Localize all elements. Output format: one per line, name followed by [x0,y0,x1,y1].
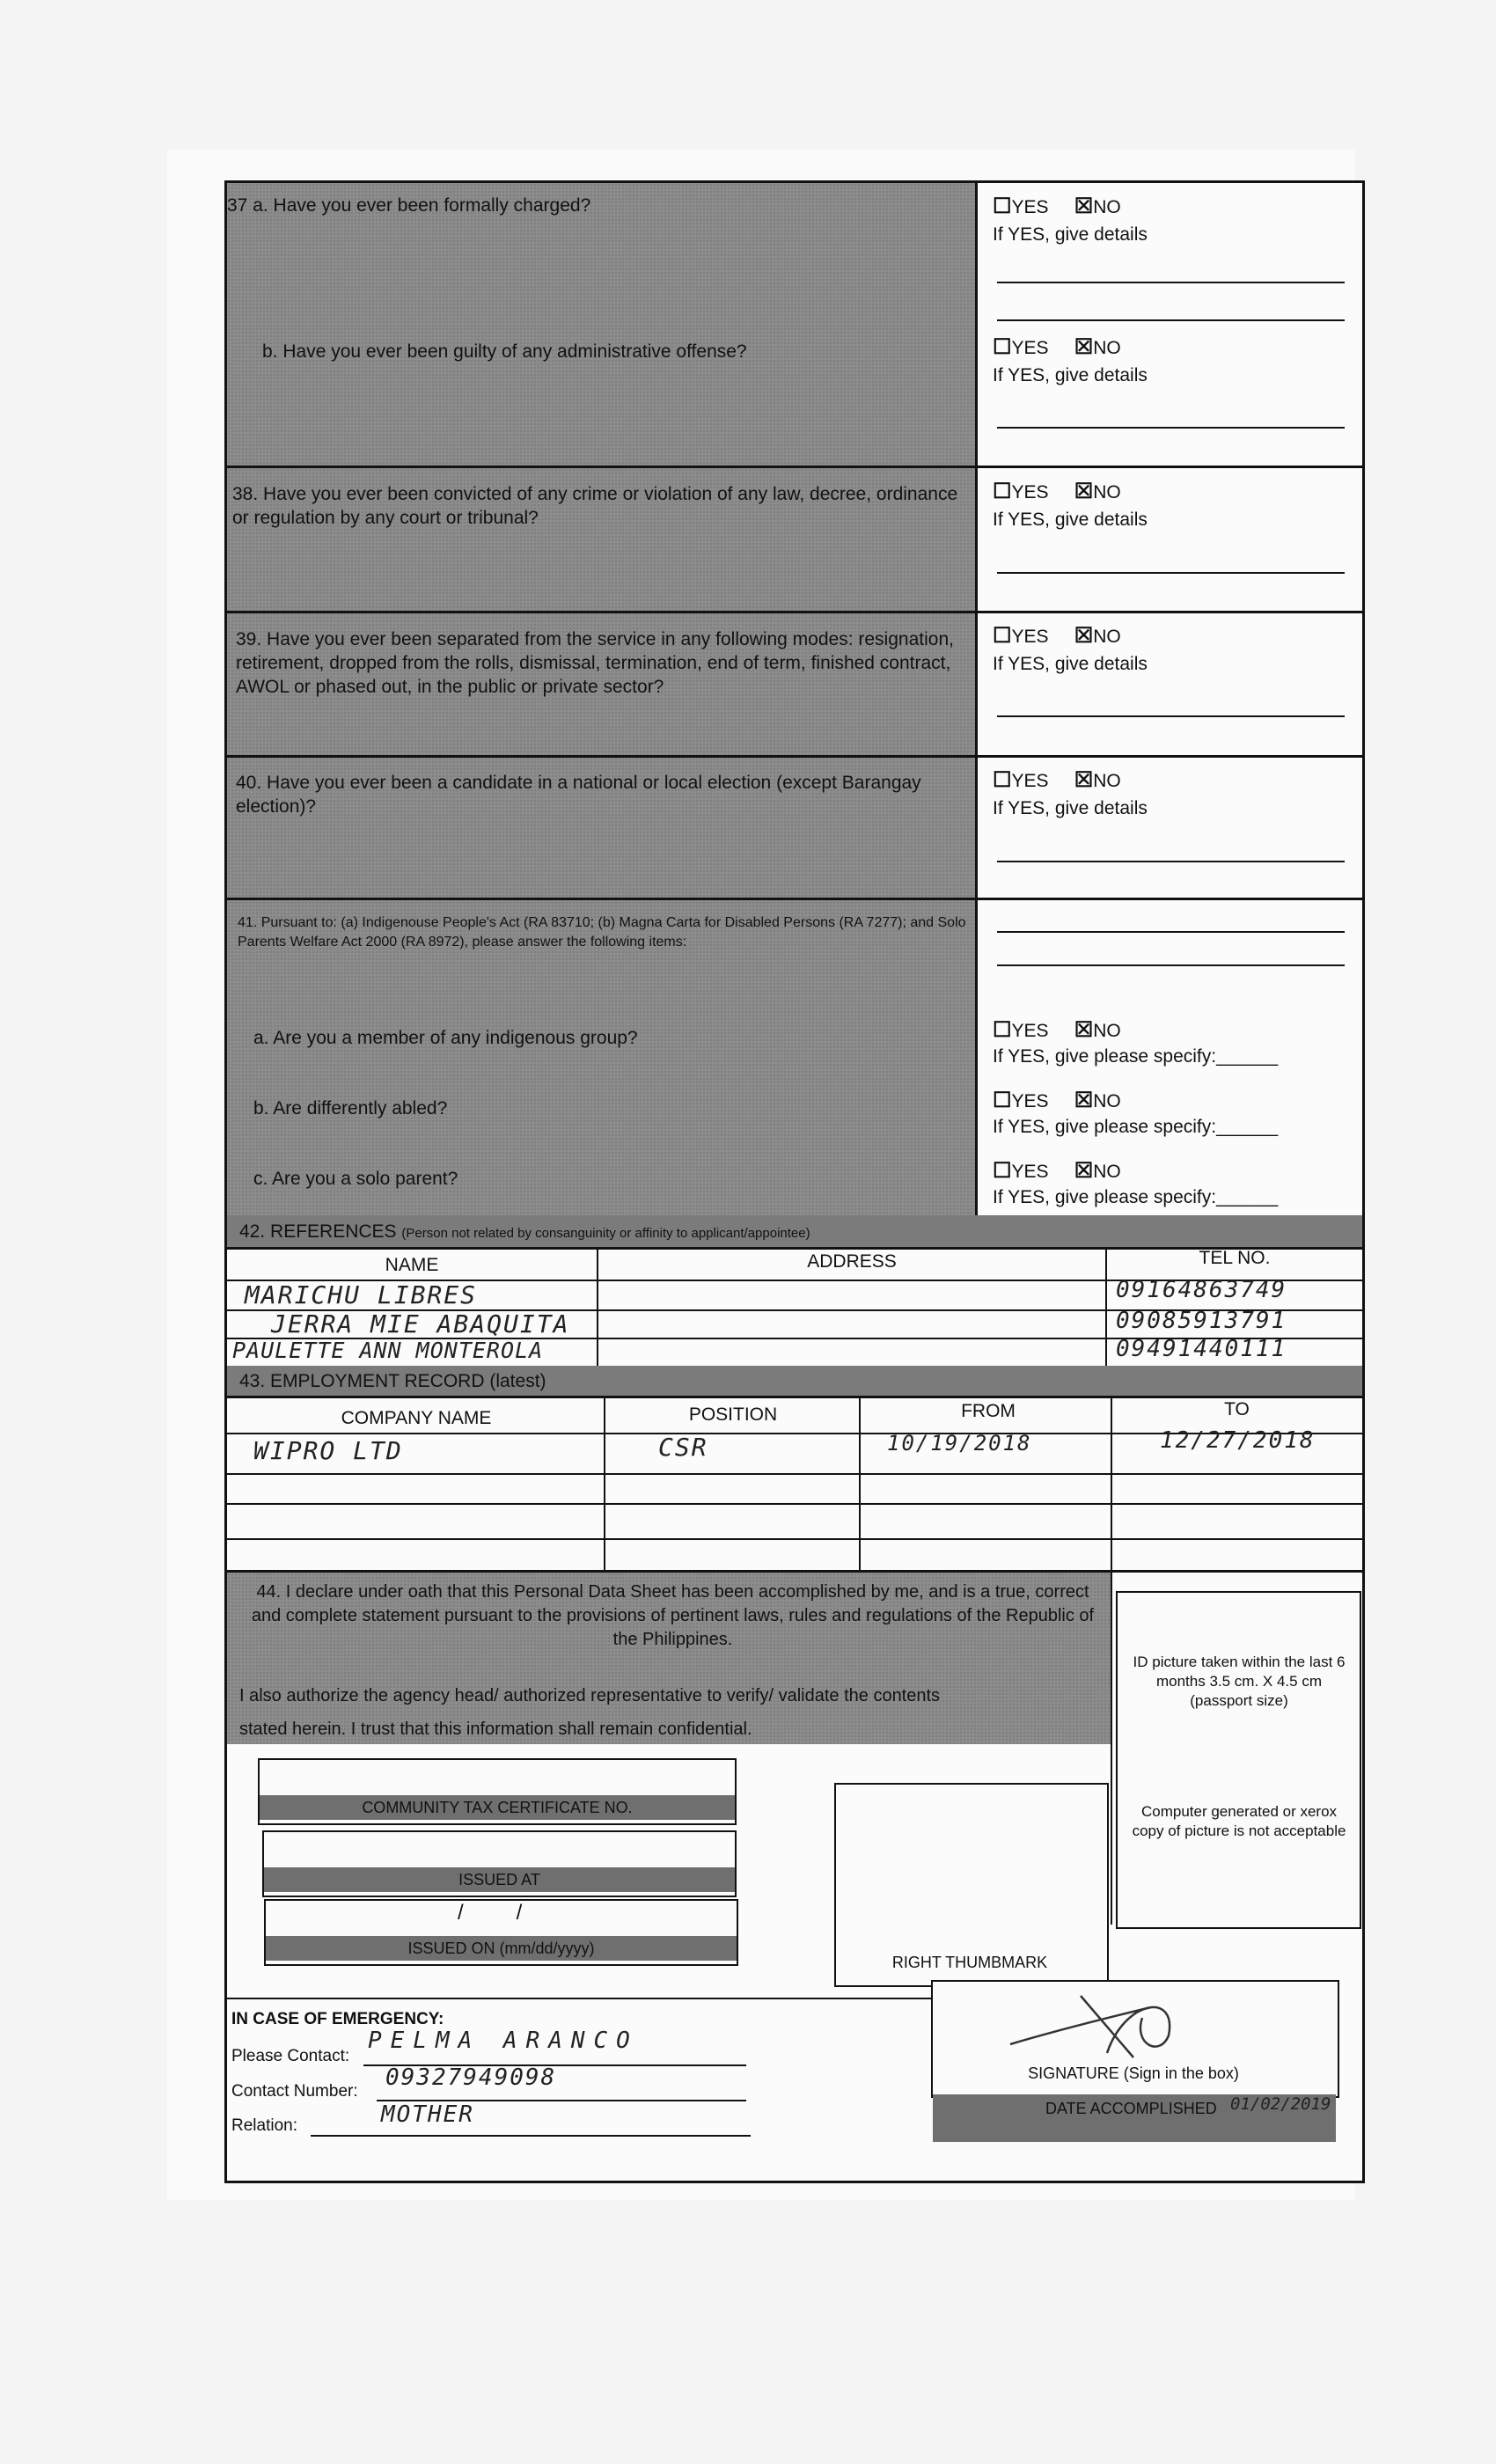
q37a-if-yes: If YES, give details [993,224,1148,245]
reference-row-1-name: MARICHU LIBRES [245,1280,478,1309]
issued-on-label: ISSUED ON (mm/dd/yyyy) [266,1936,737,1961]
emergency-contact-value: PELMA ARANCO [368,2028,639,2054]
q41a-answer: ☐YES ☒NO If YES, give please specify:______ [993,1017,1353,1067]
id-picture-note: Computer generated or xerox copy of picture is not acceptable [1132,1803,1346,1839]
q41a-no-checkbox[interactable]: ☒ [1074,1018,1094,1042]
references-header-tel: TEL NO. [1199,1248,1271,1268]
q38-answer: ☐YES ☒NO If YES, give details [993,479,1345,531]
reference-row-3-name: PAULETTE ANN MONTEROLA [232,1338,544,1363]
reference-row-2-name: JERRA MIE ABAQUITA [271,1309,570,1338]
q41b-yes-checkbox[interactable]: ☐ [993,1089,1012,1112]
q37a-answer: ☐YES ☒NO If YES, give details [993,194,1345,246]
q41a-yes-checkbox[interactable]: ☐ [993,1018,1012,1042]
signature-label: SIGNATURE (Sign in the box) [1028,2064,1239,2082]
q40-yes-checkbox[interactable]: ☐ [993,768,1012,792]
issued-at-label: ISSUED AT [264,1867,735,1892]
q41c-specify: If YES, give please specify:______ [993,1187,1279,1207]
q37a-no-checkbox[interactable]: ☒ [1074,194,1094,218]
employment-row-1-to: 12/27/2018 [1160,1427,1316,1454]
q41c-answer: ☐YES ☒NO If YES, give please specify:______ [993,1158,1353,1208]
q38-text: 38. Have you ever been convicted of any crime or violation of any law, decree, ordinance or regulation by any court or tribunal? [232,484,958,528]
employment-header-company: COMPANY NAME [341,1408,492,1428]
q41b-answer: ☐YES ☒NO If YES, give please specify:______ [993,1088,1353,1138]
q41-text: 41. Pursuant to: (a) Indigenouse People's Act (RA 83710; (b) Magna Carta for Disabled Persons (RA 7277); and Solo Parents Welfare Act 2000 (RA 8972), please answer the following items: [238,915,966,950]
q38-if-yes: If YES, give details [993,510,1148,530]
q38-yes-checkbox[interactable]: ☐ [993,480,1012,503]
q40-no-checkbox[interactable]: ☒ [1074,768,1094,792]
date-accomplished-label: DATE ACCOMPLISHED [1045,2100,1217,2117]
q40-answer: ☐YES ☒NO If YES, give details [993,767,1345,819]
declaration-paragraph-2: I also authorize the agency head/ authorized representative to verify/ validate the contents stated herein. I trust that this information shall remain confidential. [239,1686,941,1739]
references-title: 42. REFERENCES (Person not related by consanguinity or affinity to applicant/appointee) [239,1221,810,1242]
emergency-contact-label: Please Contact: [231,2047,350,2065]
id-picture-box[interactable] [1116,1591,1361,1929]
q41a-text: a. Are you a member of any indigenous group? [253,1028,638,1048]
signature-bottom-band [933,2124,1336,2142]
q41c-text: c. Are you a solo parent? [253,1169,458,1189]
q39-no-checkbox[interactable]: ☒ [1074,624,1094,648]
emergency-title: IN CASE OF EMERGENCY: [231,2010,444,2028]
q41b-no-checkbox[interactable]: ☒ [1074,1089,1094,1112]
employment-title: 43. EMPLOYMENT RECORD (latest) [239,1371,546,1391]
right-thumbmark-label: RIGHT THUMBMARK [891,1954,1048,1971]
q37a-text: 37 a. Have you ever been formally charged? [227,195,591,216]
q39-if-yes: If YES, give details [993,654,1148,674]
q37a-yes-checkbox[interactable]: ☐ [993,194,1012,218]
q41a-specify: If YES, give please specify:______ [993,1046,1279,1067]
reference-row-3-tel: 09491440111 [1116,1336,1287,1362]
q40-if-yes: If YES, give details [993,798,1148,818]
emergency-number-label: Contact Number: [231,2082,358,2101]
q39-yes-checkbox[interactable]: ☐ [993,624,1012,648]
references-header-name: NAME [385,1255,439,1275]
q41b-text: b. Are differently abled? [253,1098,448,1118]
q37b-yes-checkbox[interactable]: ☐ [993,335,1012,359]
employment-row-1-from: 10/19/2018 [887,1431,1032,1456]
emergency-relation-label: Relation: [231,2116,297,2135]
questions-shaded-column [227,183,975,1215]
references-header-address: ADDRESS [807,1251,897,1272]
emergency-relation-value: MOTHER [381,2101,474,2128]
q37b-if-yes: If YES, give details [993,365,1148,385]
q37b-answer: ☐YES ☒NO If YES, give details [993,334,1345,386]
q40-text: 40. Have you ever been a candidate in a national or local election (except Barangay election)? [236,773,921,817]
q41c-yes-checkbox[interactable]: ☐ [993,1159,1012,1183]
employment-row-1-position: CSR [658,1433,708,1462]
reference-row-1-tel: 09164863749 [1116,1277,1287,1303]
community-tax-certificate-label: COMMUNITY TAX CERTIFICATE NO. [260,1795,735,1820]
q39-text: 39. Have you ever been separated from the service in any following modes: resignation, retirement, dropped from the rolls, dismissal, termination, end of term, finished contract, AWOL or phased out, in the public or private sector? [236,629,954,697]
q37b-text: b. Have you ever been guilty of any administrative offense? [262,341,747,362]
employment-header-from: FROM [961,1401,1016,1421]
pds-form-page [224,180,1365,2183]
q39-answer: ☐YES ☒NO If YES, give details [993,623,1345,675]
q38-no-checkbox[interactable]: ☒ [1074,480,1094,503]
employment-header-to: TO [1224,1399,1250,1419]
signature-scribble [1001,1983,1195,2062]
declaration-paragraph-1: 44. I declare under oath that this Personal Data Sheet has been accomplished by me, and is a true, correct and complete statement pursuant to the provisions of pertinent laws, rules and regulations of the Republic of the Philippines. [251,1582,1095,1649]
employment-header-position: POSITION [688,1404,778,1425]
q41c-no-checkbox[interactable]: ☒ [1074,1159,1094,1183]
id-picture-instructions: ID picture taken within the last 6 months 3.5 cm. X 4.5 cm (passport size) [1133,1654,1346,1709]
date-accomplished-value: 01/02/2019 [1230,2094,1331,2114]
q41b-specify: If YES, give please specify:______ [993,1117,1279,1137]
reference-row-2-tel: 09085913791 [1116,1308,1287,1334]
q37b-no-checkbox[interactable]: ☒ [1074,335,1094,359]
emergency-number-value: 09327949098 [385,2064,557,2091]
issued-on-date: / / [458,1901,523,1925]
employment-row-1-company: WIPRO LTD [253,1436,403,1465]
